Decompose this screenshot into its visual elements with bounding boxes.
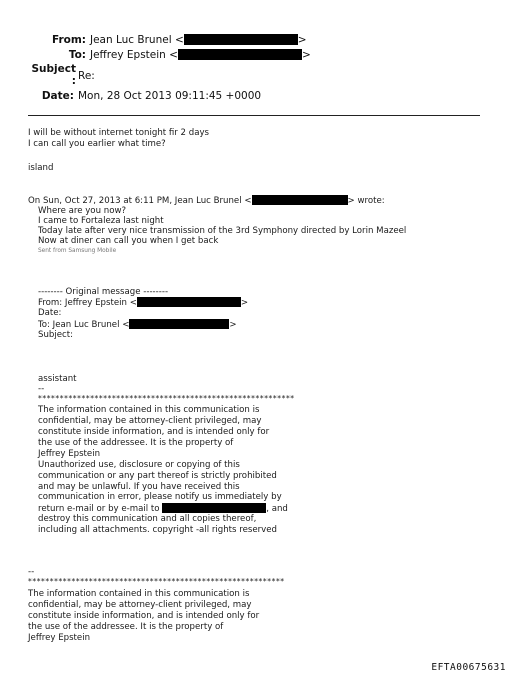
quoted-line: Today late after very nice transmission of the 3rd Symphony directed by Lorin Mazeel [38,226,407,236]
assistant-text: assistant [38,374,77,384]
disclaimer-line: Unauthorized use, disclosure or copying of this [38,460,240,470]
quote-intro-text: On Sun, Oct 27, 2013 at 6:11 PM, Jean Luc Brunel < [28,196,252,206]
quote-intro [28,195,385,206]
from-label: From: [51,34,86,46]
footer-disclaimer-line: The information contained in this communication is [28,589,250,599]
disclaimer-line: communication or any part thereof is strictly prohibited [38,471,277,481]
orig-date: Date: [38,308,62,318]
redaction-box [162,503,266,513]
disclaimer-line: The information contained in this communication is [38,405,260,415]
original-message-separator: -------- Original message -------- [38,287,169,297]
quoted-line: I came to Fortaleza last night [38,216,164,226]
quoted-line: Now at diner can call you when I get back [38,236,219,246]
header-divider [28,115,480,116]
redaction-box [178,49,302,60]
footer-disclaimer-line: confidential, may be attorney-client privileged, may [28,600,252,610]
disclaimer-line: destroy this communication and all copies thereof, [38,514,257,524]
quoted-line: Where are you now? [38,206,127,216]
disclaimer-stars: *********************************************************** [38,394,295,403]
to-value [90,49,311,61]
to-label: To: [68,49,86,61]
orig-subject: Subject: [38,330,74,340]
quote-intro-wrote: > wrote: [347,196,385,206]
redaction-box [184,34,298,45]
orig-from [38,297,248,308]
from-name: Jean Luc Brunel < [90,34,184,46]
orig-from-text: From: Jeffrey Epstein < [38,298,137,308]
disclaimer-email-text: return e-mail or by e-mail to [38,504,160,514]
document-id: EFTA00675631 [431,662,506,673]
redaction-box [129,319,229,329]
close-bracket: > [240,298,249,308]
orig-to-text: To: Jean Luc Brunel < [38,320,130,330]
disclaimer-email-line [38,503,288,514]
disclaimer-line: and may be unlawful. If you have received this [38,482,240,492]
close-bracket: > [229,320,237,330]
disclaimer-line: confidential, may be attorney-client privileged, may [38,416,262,426]
disclaimer-line: communication in error, please notify us immediately by [38,492,282,502]
disclaimer-email-and: , and [266,504,288,514]
redaction-box [252,195,348,205]
disclaimer-line: the use of the addressee. It is the property of [38,438,234,448]
close-bracket: > [301,49,311,61]
orig-to [38,319,237,330]
footer-dashes: -- [28,567,35,577]
from-value [90,34,307,46]
body-line: I can call you earlier what time? [28,139,166,149]
redaction-box [137,297,241,307]
disclaimer-line: including all attachments. copyright -all rights reserved [38,525,277,535]
date-value: Mon, 28 Oct 2013 09:11:45 +0000 [78,90,262,102]
disclaimer-line: Jeffrey Epstein [38,449,101,459]
footer-disclaimer-line: Jeffrey Epstein [28,633,91,643]
sent-from-signature: Sent from Samsung Mobile [38,248,117,254]
footer-disclaimer-line: the use of the addressee. It is the property of [28,622,224,632]
signature-dashes: -- [38,384,45,394]
disclaimer-line: constitute inside information, and is intended only for [38,427,270,437]
to-name: Jeffrey Epstein < [90,49,178,61]
footer-stars: *********************************************************** [28,577,285,586]
date-label: Date: [41,90,74,102]
footer-disclaimer-line: constitute inside information, and is intended only for [28,611,260,621]
close-bracket: > [297,34,307,46]
body-line: I will be without internet tonight fir 2 days [28,128,210,138]
subject-value: Re: [78,70,95,82]
subject-colon: : [71,75,76,87]
subject-label: Subject [31,63,76,75]
body-line: island [28,163,54,173]
